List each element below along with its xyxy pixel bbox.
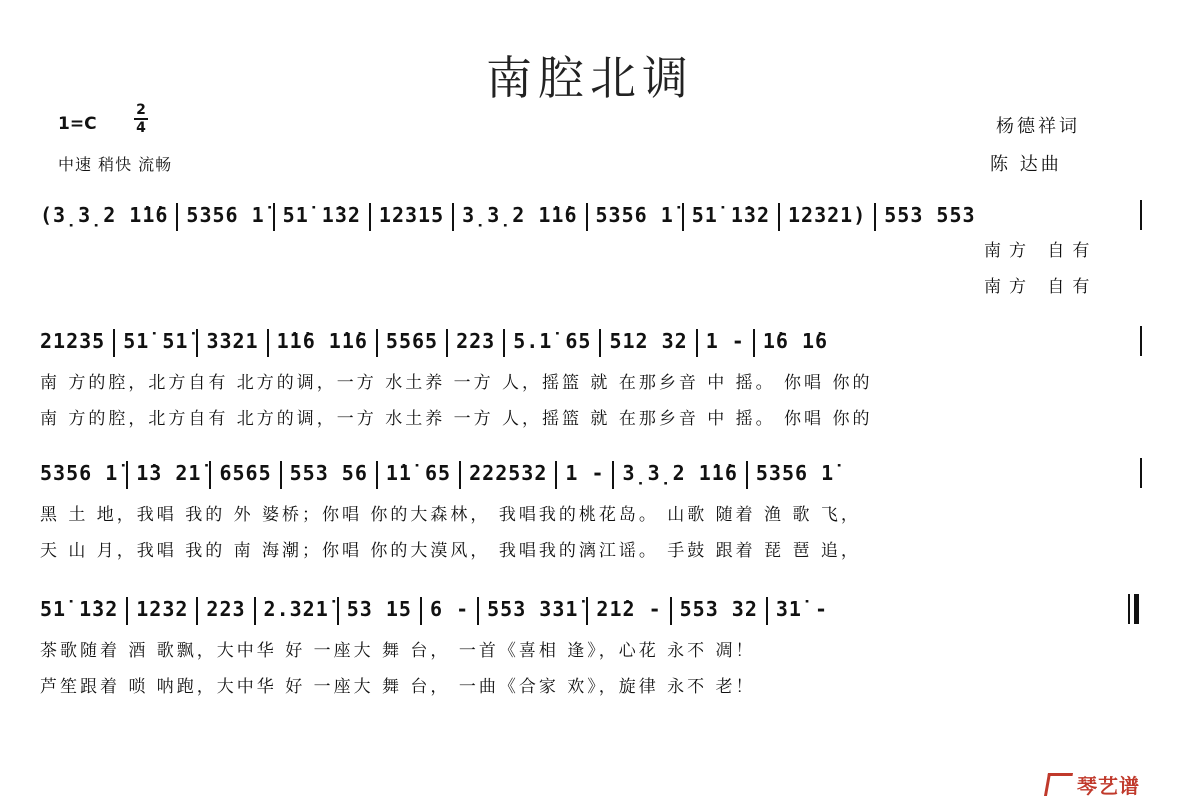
measure: 5356 1̇ <box>755 461 835 485</box>
lyric-verse-2: 南 方的腔，北方自有 北方的调，一方 水土养 一方 人，摇篮 就 在那乡音 中 摇。 你唱 你的 <box>40 409 873 429</box>
measure: 1 - <box>565 461 605 485</box>
barline <box>459 461 461 489</box>
barline <box>586 597 588 625</box>
measure: 1̇1̇6 1̇1̇6 <box>276 329 368 353</box>
barline <box>612 461 614 489</box>
barline <box>209 461 211 489</box>
barline <box>376 329 378 357</box>
key-signature: 1=C <box>58 114 97 134</box>
measure: 31̇ - <box>775 597 829 621</box>
lyric-verse-1: 南 方的腔，北方自有 北方的调，一方 水土养 一方 人，摇篮 就 在那乡音 中 摇。 你唱 你的 <box>40 373 873 393</box>
score-system-2 <box>0 316 1180 429</box>
measure: 21̇2 - <box>596 597 662 621</box>
barline <box>369 203 371 231</box>
barline <box>420 597 422 625</box>
barline <box>1140 458 1142 488</box>
measure: 51̇ 1̇32 <box>282 203 361 227</box>
measure: 12315 <box>378 203 445 227</box>
measure: 5356 1̇ <box>186 203 265 227</box>
barline <box>670 597 672 625</box>
lyricist-credit: 杨德祥词 <box>996 116 1080 137</box>
measure: 1̇1̇ 65 <box>385 461 452 485</box>
notation-line <box>40 190 1140 240</box>
barline <box>196 597 198 625</box>
barline <box>126 597 128 625</box>
measure: 223 <box>456 329 496 353</box>
barline <box>196 329 198 357</box>
measure: 6565 <box>219 461 272 485</box>
measure: 5.1̇ 65 <box>513 329 592 353</box>
barline <box>446 329 448 357</box>
measure: 1̇6 1̇6 <box>762 329 829 353</box>
score-system-3 <box>0 448 1180 561</box>
barline <box>1140 200 1142 230</box>
barline <box>682 203 684 231</box>
barline <box>126 461 128 489</box>
measure: 3̣3̣2 1̇1̇6 <box>622 461 738 485</box>
barline <box>267 329 269 357</box>
barline <box>778 203 780 231</box>
measure: 2.321̇ <box>263 597 329 621</box>
measure: 5356 1̇ <box>595 203 674 227</box>
notation-line <box>40 316 1140 366</box>
notation-line <box>40 584 1140 634</box>
meter-bottom: 4 <box>136 120 146 136</box>
measure: 12321) <box>788 203 867 227</box>
barline <box>874 203 876 231</box>
logo-mark-icon <box>1044 773 1073 796</box>
measure: 1̇3 21̇ <box>136 461 202 485</box>
tempo-marking: 中速 稍快 流畅 <box>58 155 173 174</box>
measure: 3321 <box>206 329 259 353</box>
measure: 51̇ 1̇32 <box>691 203 771 227</box>
lyric-verse-1: 茶歌随着 酒 歌飘，大中华 好 一座大 舞 台， 一首《喜相 逢》，心花 永不 凋！ <box>40 641 756 661</box>
measure: 1232 <box>136 597 189 621</box>
barline <box>337 597 339 625</box>
measure: 553 32 <box>679 597 758 621</box>
barline <box>753 329 755 357</box>
measure: 1 - <box>705 329 745 353</box>
measure: 3̣3̣2 1̇1̇6 <box>462 203 578 227</box>
measure: 51̇ 1̇32 <box>40 597 119 621</box>
measure: 53 15 <box>346 597 412 621</box>
measure: 223 <box>206 597 246 621</box>
measure: 6 - <box>429 597 470 621</box>
composer-credit: 陈 达曲 <box>990 154 1062 175</box>
score-system-1 <box>0 190 1180 300</box>
measure: 553 553 <box>884 203 976 227</box>
barline <box>503 329 505 357</box>
score-system-4 <box>0 584 1180 697</box>
barline <box>280 461 282 489</box>
barline <box>766 597 768 625</box>
barline <box>599 329 601 357</box>
measure: 51̇ 51̇ <box>123 329 189 353</box>
final-barline <box>1128 594 1130 624</box>
measure: 5565 <box>385 329 439 353</box>
barline <box>555 461 557 489</box>
lyric-verse-1: 南方 自有 <box>984 241 1098 261</box>
lyric-verse-1: 黑 土 地，我唱 我的 外 婆桥；你唱 你的大森林， 我唱我的桃花岛。 山歌 随着 渔 歌 飞， <box>40 505 861 525</box>
barline <box>176 203 178 231</box>
logo-text: 琴艺谱 <box>1077 774 1140 798</box>
site-logo <box>1046 770 1140 799</box>
barline <box>376 461 378 489</box>
lyric-verse-2: 芦笙跟着 唢 呐跑，大中华 好 一座大 舞 台， 一曲《合家 欢》，旋律 永不 老！ <box>40 677 756 697</box>
measure: 222532 <box>469 461 548 485</box>
lyric-verse-2: 南方 自有 <box>984 277 1098 297</box>
measure: 5356 1̇ <box>40 461 119 485</box>
measure: 21235 <box>40 329 106 353</box>
lyric-verse-2: 天 山 月，我唱 我的 南 海潮；你唱 你的大漠风， 我唱我的漓江谣。 手鼓 跟着 琵 琶 追， <box>40 541 861 561</box>
barline <box>1140 326 1142 356</box>
meter-top: 2 <box>136 102 146 118</box>
final-barline-thick <box>1134 594 1139 624</box>
barline <box>477 597 479 625</box>
measure: (3̣3̣2 1̇1̇6 <box>40 203 169 227</box>
measure: 512 32 <box>609 329 688 353</box>
barline <box>746 461 748 489</box>
time-signature <box>132 102 150 136</box>
page-title: 南腔北调 <box>486 51 694 105</box>
barline <box>696 329 698 357</box>
barline <box>254 597 256 625</box>
measure: 553 56 <box>289 461 368 485</box>
barline <box>586 203 588 231</box>
barline <box>273 203 275 231</box>
barline <box>113 329 115 357</box>
notation-line <box>40 448 1140 498</box>
measure: 553 331̇ <box>487 597 579 621</box>
barline <box>452 203 454 231</box>
